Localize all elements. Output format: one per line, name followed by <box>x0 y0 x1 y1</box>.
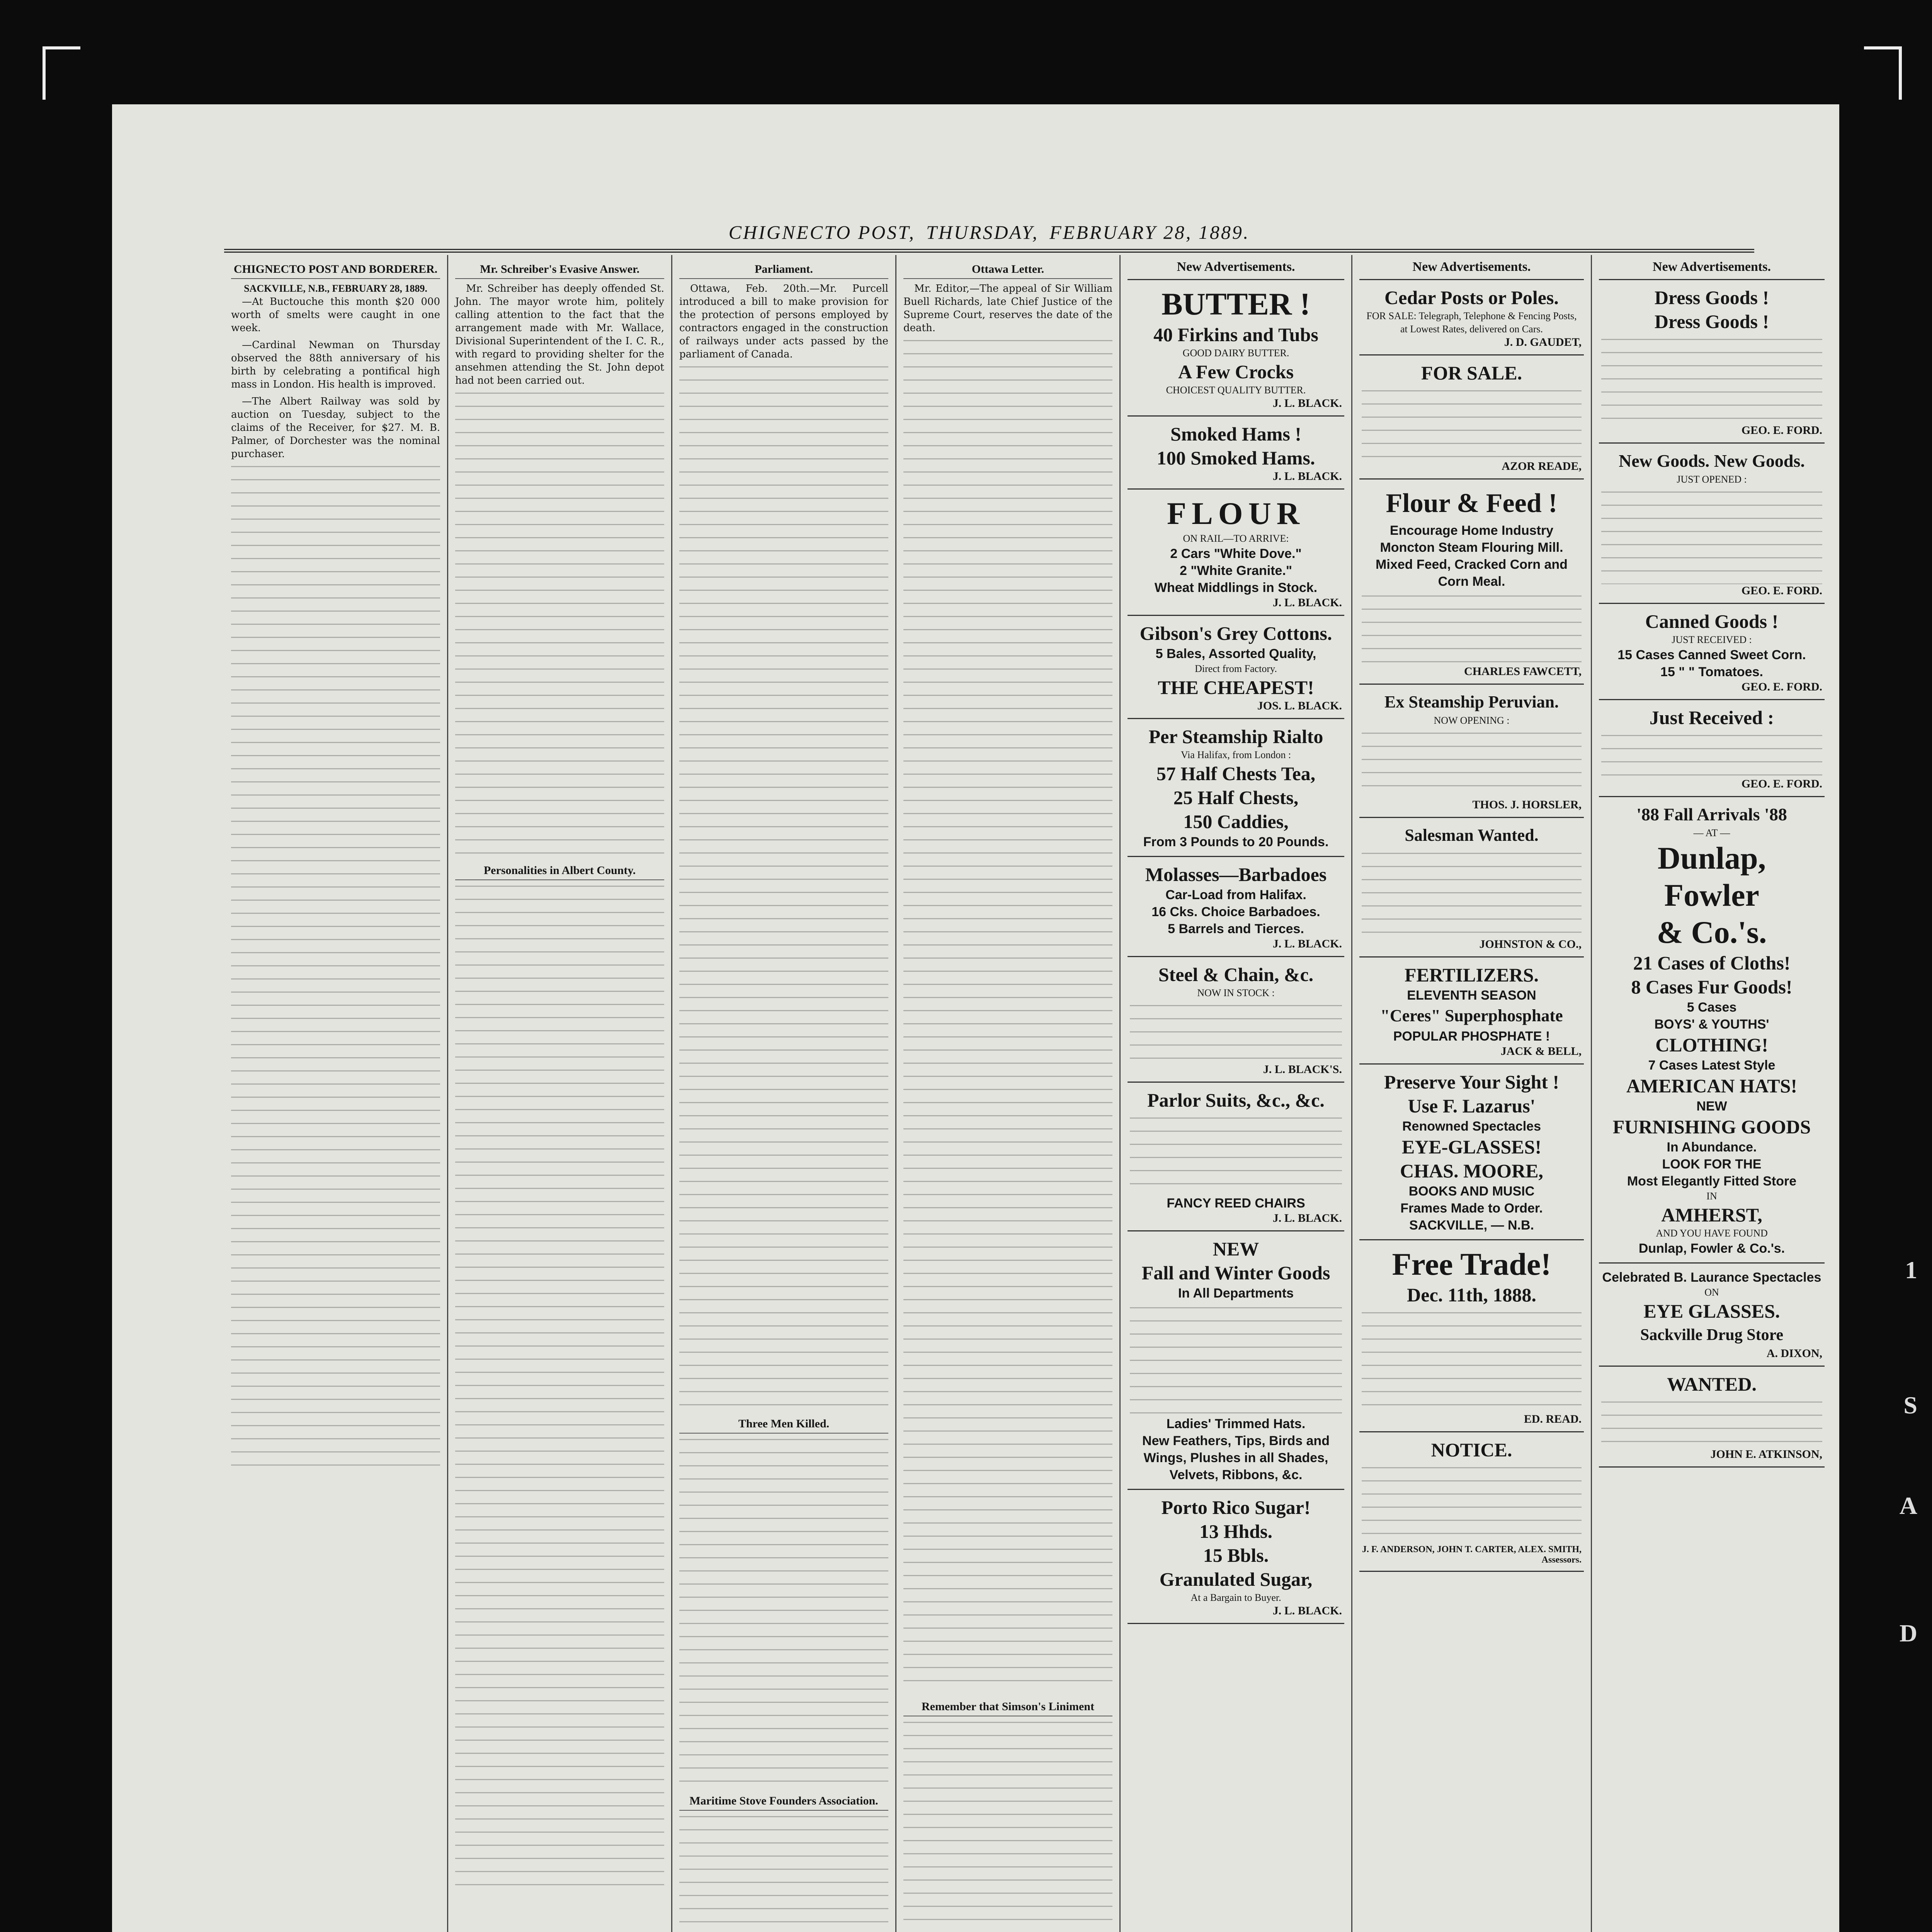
body-text-block <box>455 886 664 1890</box>
salesman-ad <box>1359 818 1584 957</box>
ad-headline: Parlor Suits, &c., &c. <box>1147 1089 1325 1111</box>
article-heading: Maritime Stove Founders Association. <box>679 1794 888 1811</box>
spectacles-ad <box>1359 1065 1584 1240</box>
body-text-block <box>1362 390 1582 460</box>
column-5-ads <box>1121 255 1352 1932</box>
body-text-block <box>231 466 440 1471</box>
ad-line: 15 Bbls. <box>1203 1544 1269 1566</box>
wanted-ad <box>1599 1367 1825 1468</box>
body-text-block <box>1362 733 1582 798</box>
paragraph: Mr. Editor,—The appeal of Sir William Buell Richards, late Chief Justice of the Supreme Court, reserves the date of the death. <box>903 283 1112 334</box>
ad-line: 5 Barrels and Tierces. <box>1168 922 1304 936</box>
ad-line: 13 Hhds. <box>1199 1520 1272 1542</box>
ad-headline: Smoked Hams ! <box>1170 423 1301 445</box>
body-text-block <box>679 366 888 1410</box>
ad-line: Dress Goods ! <box>1654 311 1769 332</box>
ad-line: 2 Cars "White Dove." <box>1170 546 1302 561</box>
ad-headline: Preserve Your Sight ! <box>1384 1071 1560 1093</box>
ad-signature: GEO. E. FORD. <box>1741 584 1822 597</box>
ad-line: Most Elegantly Fitted Store <box>1627 1174 1797 1189</box>
ad-line: 2 "White Granite." <box>1179 563 1293 578</box>
ad-line: ON <box>1704 1287 1719 1298</box>
ad-headline: FLOUR <box>1167 496 1305 531</box>
masthead-day: THURSDAY, <box>926 221 1039 243</box>
paragraph: —The Albert Railway was sold by auction on Tuesday, subject to the claims of the Receiver, for $27. M. B. Palmer, of Dorchester was the nominal purchaser. <box>231 396 440 460</box>
ad-line: NOW OPENING : <box>1434 715 1510 726</box>
ad-line: 100 Smoked Hams. <box>1156 447 1315 469</box>
body-text-block <box>455 393 664 856</box>
ad-signature: GEO. E. FORD. <box>1741 777 1822 790</box>
molasses-ad <box>1128 857 1344 957</box>
ad-line: In Abundance. <box>1667 1140 1757 1155</box>
steel-ad <box>1128 957 1344 1083</box>
body-text-block <box>1362 1467 1582 1544</box>
ad-line: IN <box>1706 1190 1717 1202</box>
ad-line: GOOD DAIRY BUTTER. <box>1182 347 1289 359</box>
body-text-block <box>1362 1312 1582 1413</box>
bleed-through-fragment: 1 <box>1905 1256 1917 1284</box>
ad-line: Granulated Sugar, <box>1159 1568 1313 1590</box>
ad-signature: J. L. BLACK. <box>1272 397 1342 410</box>
article-heading: Three Men Killed. <box>679 1417 888 1434</box>
newspaper-page <box>112 104 1839 1932</box>
column-4 <box>896 255 1121 1932</box>
ad-line: Car-Load from Halifax. <box>1165 888 1306 902</box>
ad-line: & Co.'s. <box>1656 915 1767 950</box>
hams-ad <box>1128 417 1344 490</box>
body-text-block <box>679 1816 888 1932</box>
ad-line: Use F. Lazarus' <box>1408 1095 1536 1117</box>
ad-line: Sackville Drug Store <box>1640 1326 1784 1344</box>
ad-line: EYE-GLASSES! <box>1401 1136 1542 1158</box>
fertilizer-ad <box>1359 957 1584 1065</box>
cedar-ad <box>1359 280 1584 355</box>
article-heading: Personalities in Albert County. <box>455 864 664 880</box>
masthead-date: FEBRUARY 28, 1889. <box>1049 221 1250 243</box>
body-text-block <box>679 1439 888 1787</box>
ad-line: NEW <box>1213 1238 1259 1260</box>
ad-line: Frames Made to Order. <box>1400 1201 1543 1216</box>
article-heading: Parliament. <box>679 263 888 279</box>
ad-line: FURNISHING GOODS <box>1612 1116 1811 1138</box>
ad-line: ELEVENTH SEASON <box>1407 988 1536 1003</box>
paragraph: —Cardinal Newman on Thursday observed the 88th anniversary of his birth by celebrating a pontifical high mass in London. His health is improved. <box>231 339 440 390</box>
ad-signature: JOS. L. BLACK. <box>1257 699 1342 712</box>
flour-ad <box>1128 490 1344 616</box>
article-heading: Ottawa Letter. <box>903 263 1112 279</box>
ad-line: AND YOU HAVE FOUND <box>1656 1228 1768 1239</box>
paragraph: Mr. Schreiber has deeply offended St. John. The mayor wrote him, politely calling attention to the fact that the arrangement made with Mr. Wallace, Divisional Superintendent of the I. C. R., with regard to providing shelter for the ansehmen attending the St. John depot had not been carried out. <box>455 283 664 386</box>
ad-signature: J. L. BLACK'S. <box>1263 1063 1342 1076</box>
ad-line: Dunlap, Fowler & Co.'s. <box>1638 1241 1785 1256</box>
ad-headline: Porto Rico Sugar! <box>1161 1497 1311 1518</box>
ad-line: 150 Caddies, <box>1183 811 1289 832</box>
ad-line: Wheat Middlings in Stock. <box>1154 580 1318 595</box>
ad-line: AMHERST, <box>1661 1204 1762 1226</box>
ad-signature: JOHNSTON & CO., <box>1479 938 1582 951</box>
peruvian-ad <box>1359 685 1584 818</box>
ad-signature: ED. READ. <box>1524 1413 1582 1425</box>
frame-corner-top-left <box>43 46 80 100</box>
column-6-ads <box>1352 255 1592 1932</box>
ad-line: JUST RECEIVED : <box>1672 634 1752 645</box>
body-text-block <box>1130 1117 1342 1195</box>
ad-line: ON RAIL—TO ARRIVE: <box>1183 533 1289 544</box>
ad-line: JUST OPENED : <box>1677 474 1747 485</box>
ad-headline: WANTED. <box>1667 1373 1757 1395</box>
ad-line: At a Bargain to Buyer. <box>1190 1592 1281 1603</box>
article-heading: Remember that Simson's Liniment <box>903 1700 1112 1716</box>
ad-line: Dec. 11th, 1888. <box>1407 1284 1536 1306</box>
ad-line: 15 " " Tomatoes. <box>1660 665 1763 679</box>
ad-signature: J. L. BLACK. <box>1272 937 1342 950</box>
canned-goods-ad <box>1599 604 1825 700</box>
ad-line: In All Departments <box>1178 1286 1294 1301</box>
farm-for-sale-ad <box>1359 355 1584 480</box>
cottons-ad <box>1128 616 1344 719</box>
tea-ad <box>1128 719 1344 857</box>
ad-headline: Ex Steamship Peruvian. <box>1384 692 1559 711</box>
ad-line: CHOICEST QUALITY BUTTER. <box>1166 384 1306 396</box>
ad-line: LOOK FOR THE <box>1662 1157 1762 1172</box>
ad-line: Direct from Factory. <box>1195 663 1277 674</box>
ad-line: 7 Cases Latest Style <box>1648 1058 1776 1073</box>
ad-line: 5 Cases <box>1687 1000 1737 1015</box>
ad-line: NOW IN STOCK : <box>1197 987 1275 998</box>
butter-ad <box>1128 280 1344 417</box>
bleed-through-fragment: S <box>1903 1391 1917 1419</box>
column-2 <box>448 255 672 1932</box>
paragraph: Ottawa, Feb. 20th.—Mr. Purcell introduced a bill to make provision for the protection of persons employed by contractors engaged in the construction of railways under acts passed by the parliament of Canada. <box>679 283 888 360</box>
sugar-ad <box>1128 1490 1344 1624</box>
ads-header: New Advertisements. <box>1359 255 1584 280</box>
body-text-block <box>903 1722 1112 1932</box>
body-text-block <box>1362 853 1582 938</box>
ad-line: CHAS. MOORE, <box>1400 1160 1543 1182</box>
ad-signature: JOHN E. ATKINSON, <box>1710 1448 1822 1461</box>
ad-line: POPULAR PHOSPHATE ! <box>1393 1029 1550 1044</box>
ad-headline: Dress Goods ! <box>1654 287 1769 308</box>
ads-header: New Advertisements. <box>1599 255 1825 280</box>
ad-headline: Free Trade! <box>1392 1247 1551 1282</box>
ad-signature: J. F. ANDERSON, JOHN T. CARTER, ALEX. SMITH, Assessors. <box>1362 1544 1582 1565</box>
dress-goods-ad <box>1599 280 1825 444</box>
ad-headline: Flour & Feed ! <box>1386 488 1558 518</box>
masthead-paper: CHIGNECTO POST, <box>728 221 915 243</box>
ad-signature: JACK & BELL, <box>1500 1045 1582 1058</box>
body-text-block <box>1601 735 1822 777</box>
ad-line: Mixed Feed, Cracked Corn and Corn Meal. <box>1376 557 1568 589</box>
editorial-title: CHIGNECTO POST AND BORDERER. <box>231 263 440 279</box>
ad-line: 8 Cases Fur Goods! <box>1631 976 1793 998</box>
ad-line: New Feathers, Tips, Birds and Wings, Plushes in all Shades, Velvets, Ribbons, &c. <box>1142 1434 1330 1482</box>
ad-line: From 3 Pounds to 20 Pounds. <box>1143 835 1329 849</box>
article-heading: Mr. Schreiber's Evasive Answer. <box>455 263 664 279</box>
ad-signature: A. DIXON, <box>1766 1347 1822 1360</box>
body-text-block <box>1130 1307 1342 1415</box>
ad-line: NEW <box>1696 1099 1727 1114</box>
ad-signature: J. L. BLACK. <box>1272 1604 1342 1617</box>
ad-line: A Few Crocks <box>1178 361 1294 383</box>
ad-headline: Fall and Winter Goods <box>1141 1262 1330 1284</box>
ad-signature: J. L. BLACK. <box>1272 470 1342 483</box>
ad-headline: New Goods. New Goods. <box>1619 451 1805 471</box>
editorial-dateline: SACKVILLE, N.B., FEBRUARY 28, 1889. <box>244 283 427 294</box>
parlor-ad <box>1128 1083 1344 1231</box>
notice-ad <box>1359 1432 1584 1572</box>
body-text-block <box>1601 339 1822 424</box>
body-text-block <box>1601 1401 1822 1448</box>
body-text-block <box>1362 595 1582 665</box>
ad-line: Celebrated B. Laurance Spectacles <box>1602 1270 1821 1285</box>
ad-line: — AT — <box>1693 827 1730 838</box>
bleed-through-fragment: D <box>1899 1619 1917 1647</box>
ad-line: AMERICAN HATS! <box>1626 1075 1798 1097</box>
ad-headline: '88 Fall Arrivals '88 <box>1636 804 1787 824</box>
ad-signature: THOS. J. HORSLER, <box>1472 798 1582 811</box>
body-text-block <box>1601 492 1822 584</box>
drugstore-ad <box>1599 1264 1825 1367</box>
ad-line: SACKVILLE, — N.B. <box>1409 1218 1534 1233</box>
ad-line: 21 Cases of Cloths! <box>1633 952 1791 974</box>
ad-signature: J. D. GAUDET, <box>1504 336 1582 349</box>
paragraph: —At Buctouche this month $20 000 worth of smelts were caught in one week. <box>231 296 440 334</box>
ad-line: THE CHEAPEST! <box>1158 677 1314 698</box>
ad-headline: Canned Goods ! <box>1645 611 1779 632</box>
ad-line: Moncton Steam Flouring Mill. <box>1380 540 1563 555</box>
ad-line: Renowned Spectacles <box>1402 1119 1541 1134</box>
ad-line: Dunlap, <box>1657 840 1766 876</box>
body-text-block <box>1130 1005 1342 1063</box>
bleed-through-fragment: A <box>1899 1492 1917 1519</box>
frame-corner-top-right <box>1864 46 1902 100</box>
ad-signature: J. L. BLACK. <box>1272 596 1342 609</box>
ad-headline: NOTICE. <box>1431 1439 1512 1461</box>
new-goods-ad <box>1599 444 1825 604</box>
fall-goods-ad <box>1128 1231 1344 1490</box>
ad-signature: J. L. BLACK. <box>1272 1212 1342 1225</box>
ad-line: Via Halifax, from London : <box>1180 749 1291 760</box>
ad-line: BOYS' & YOUTHS' <box>1654 1017 1769 1032</box>
ad-line: Encourage Home Industry <box>1389 523 1554 538</box>
ad-headline: BUTTER ! <box>1161 286 1310 321</box>
ad-signature: GEO. E. FORD. <box>1741 680 1822 693</box>
ad-signature: GEO. E. FORD. <box>1741 424 1822 437</box>
ad-headline: Steel & Chain, &c. <box>1158 964 1314 985</box>
ad-line: 16 Cks. Choice Barbadoes. <box>1151 905 1320 919</box>
column-3 <box>672 255 896 1932</box>
ad-line: Fowler <box>1664 878 1759 913</box>
ad-line: FANCY REED CHAIRS <box>1167 1196 1305 1211</box>
ad-line: 40 Firkins and Tubs <box>1153 324 1318 345</box>
ad-headline: FOR SALE. <box>1421 362 1522 384</box>
ad-line: "Ceres" Superphosphate <box>1380 1006 1563 1025</box>
ad-headline: Just Received : <box>1649 707 1774 728</box>
ad-headline: Gibson's Grey Cottons. <box>1139 622 1332 644</box>
ad-line: FOR SALE: Telegraph, Telephone & Fencing Posts, at Lowest Rates, delivered on Cars. <box>1366 310 1577 335</box>
ad-line: CLOTHING! <box>1655 1034 1768 1056</box>
ad-headline: EYE GLASSES. <box>1643 1300 1780 1322</box>
flour-feed-ad <box>1359 480 1584 685</box>
column-1 <box>224 255 448 1932</box>
ad-headline: Cedar Posts or Poles. <box>1384 287 1559 308</box>
ad-line: 25 Half Chests, <box>1173 787 1299 808</box>
ad-line: 5 Bales, Assorted Quality, <box>1155 646 1316 661</box>
free-trade-ad <box>1359 1240 1584 1432</box>
body-text-block <box>903 340 1112 1692</box>
ad-signature: AZOR READE, <box>1502 460 1582 473</box>
just-received-ad <box>1599 700 1825 797</box>
ad-headline: FERTILIZERS. <box>1405 964 1539 986</box>
column-7-ads <box>1592 255 1832 1932</box>
ad-line: 57 Half Chests Tea, <box>1156 763 1316 784</box>
ads-header: New Advertisements. <box>1128 255 1344 280</box>
ad-signature: CHARLES FAWCETT, <box>1464 665 1582 678</box>
ad-headline: Molasses—Barbadoes <box>1145 864 1327 885</box>
dunlap-ad <box>1599 797 1825 1264</box>
masthead <box>224 185 1754 253</box>
ad-line: 15 Cases Canned Sweet Corn. <box>1617 648 1806 662</box>
ad-line: BOOKS AND MUSIC <box>1408 1184 1535 1199</box>
ad-headline: Per Steamship Rialto <box>1148 726 1323 747</box>
ad-headline: Salesman Wanted. <box>1405 826 1539 845</box>
ad-line: Ladies' Trimmed Hats. <box>1166 1417 1306 1431</box>
